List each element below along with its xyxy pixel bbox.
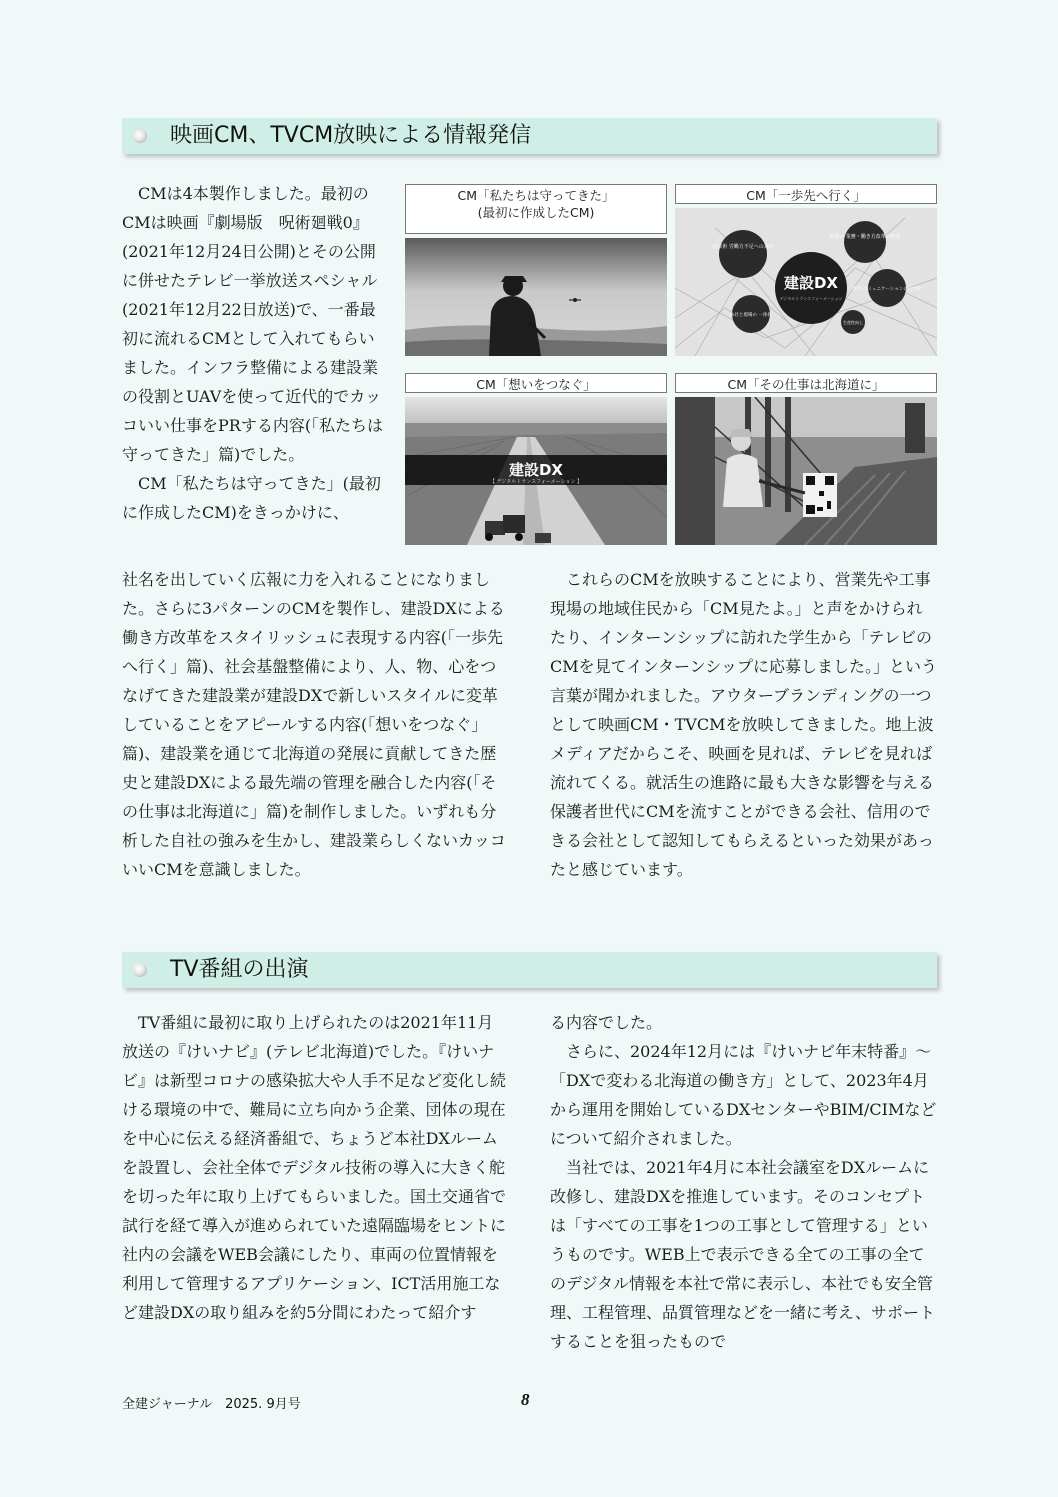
dx-title: 建設DX [783,274,839,292]
cm-photo-road [405,397,667,545]
paragraph: CM「私たちは守ってきた」(最初に作成したCM)をきっかけに、 [122,474,381,522]
figure-caption [675,184,937,204]
dx-title: 建設DX [508,461,564,479]
paragraph: TV番組に最初に取り上げられたのは2021年11月放送の『けいナビ』(テレビ北海道)でした。『けいナビ』は新型コロナの感染拡大や人手不足など変化し続ける環境の中で、難局に立ち向かう企業、団体の現在を中心に伝える経済番組で、ちょうど本社DXルームを設置し、会社全体でデジタル技術の導入に大きく舵を切った年に取り上げてもらいました。国土交通省で試行を経て導入が進められていた遠隔臨場をヒントに社内の会議をWEB会議にしたり、車両の位置情報を利用して管理するアプリケーション、ICT活用施工など建設DXの取り組みを約5分間にわたって紹介す [122,1013,507,1322]
body-text-top-left [122,179,388,527]
cm-photo-dx-diagram [675,208,937,356]
dx-subtitle: 【 デジタルトランスフォーメーション 】 [489,479,583,485]
paragraph: これらのCMを放映することにより、営業先や工事現場の地域住民から「CM見たよ。」と声をかけられたり、インターンシップに訪れた学生から「テレビのCMを見てインターンシップに応募しました。」という言葉が聞かれました。アウターブランディングの一つとして映画CM・TVCMを放映してきました。地上波メディアだからこそ、映画を見れば、テレビを見れば流れてくる。就活生の進路に最も大きな影響を与える保護者世代にCMを流すことができる会社、信用のできる会社として認知してもらえるといった効果があったと感じています。 [550,570,937,879]
bubble-label: 社内 コミュニケーションの活性化 [852,287,922,292]
section-title: TV番組の出演 [170,957,309,982]
cm-photo-drone [405,238,667,356]
journal-name: 全建ジャーナル 2025. 9月号 [122,1397,301,1412]
paragraph: る内容でした。 [550,1013,663,1032]
figure-caption [675,373,937,393]
body-text-left [122,1008,508,1327]
paragraph: CMは4本製作しました。最初のCMは映画『劇場版 呪術廻戦0』(2021年12月24日公開)とその公開に併せたテレビ一挙放送スペシャル(2021年12月22日放送)で、一番最初に流れるCMとして入れてもらいました。インフラ整備による建設業の役割とUAVを使って近代的でカッコいい仕事をPRする内容(「私たちは守ってきた」篇)でした。 [122,184,384,464]
caption-line: (最初に作成したCM) [477,205,595,220]
bubble-label: 生産性向上 [843,320,863,325]
bubble-label: 本社と現場の 一体化 [730,313,772,318]
section-heading-tv [122,952,937,988]
bubble-label: 新技術 労働力不足への対応 [712,244,774,250]
section-title: 映画CM、TVCM放映による情報発信 [170,123,532,148]
section-heading-cm [122,118,937,154]
bullet-icon [133,129,147,143]
figure-caption [405,373,667,393]
page-number: 8 [521,1390,530,1409]
bubble-label: 現場の 業務・働き方改革の推進 [829,234,901,240]
caption-line: CM「想いをつなぐ」 [476,377,596,392]
caption-line: CM「その仕事は北海道に」 [727,377,885,392]
figure-caption [405,184,667,234]
body-text-left [122,565,508,884]
body-text-right [550,1008,937,1356]
caption-line: CM「一歩先へ行く」 [746,188,866,203]
dx-subtitle: デジタルトランスフォーメーション [779,296,843,301]
paragraph: 当社では、2021年4月に本社会議室をDXルームに改修し、建設DXを推進しています。そのコンセプトは「すべての工事を1つの工事として管理する」というものです。WEB上で表示できる全ての工事の全てのデジタル情報を本社で常に表示し、本社でも安全管理、工程管理、品質管理などを一緒に考え、サポートすることを狙ったもので [550,1158,935,1351]
cm-photo-bridge-worker [675,397,937,545]
body-text-right [550,565,937,884]
bullet-icon [133,963,147,977]
caption-line: CM「私たちは守ってきた」 [457,188,615,203]
paragraph: 社名を出していく広報に力を入れることになりました。さらに3パターンのCMを製作し、建設DXによる働き方改革をスタイリッシュに表現する内容(「一歩先へ行く」篇)、社会基盤整備により、人、物、心をつなげてきた建設業が建設DXで新しいスタイルに変革していることをアピールする内容(「想いをつなぐ」篇)、建設業を通じて北海道の発展に貢献してきた歴史と建設DXによる最先端の管理を融合した内容(「その仕事は北海道に」篇)を制作しました。いずれも分析した自社の強みを生かし、建設業らしくないカッコいいCMを意識しました。 [122,570,506,879]
paragraph: さらに、2024年12月には『けいナビ年末特番』〜「DXで変わる北海道の働き方」として、2023年4月から運用を開始しているDXセンターやBIM/CIMなどについて紹介されました。 [550,1042,937,1148]
